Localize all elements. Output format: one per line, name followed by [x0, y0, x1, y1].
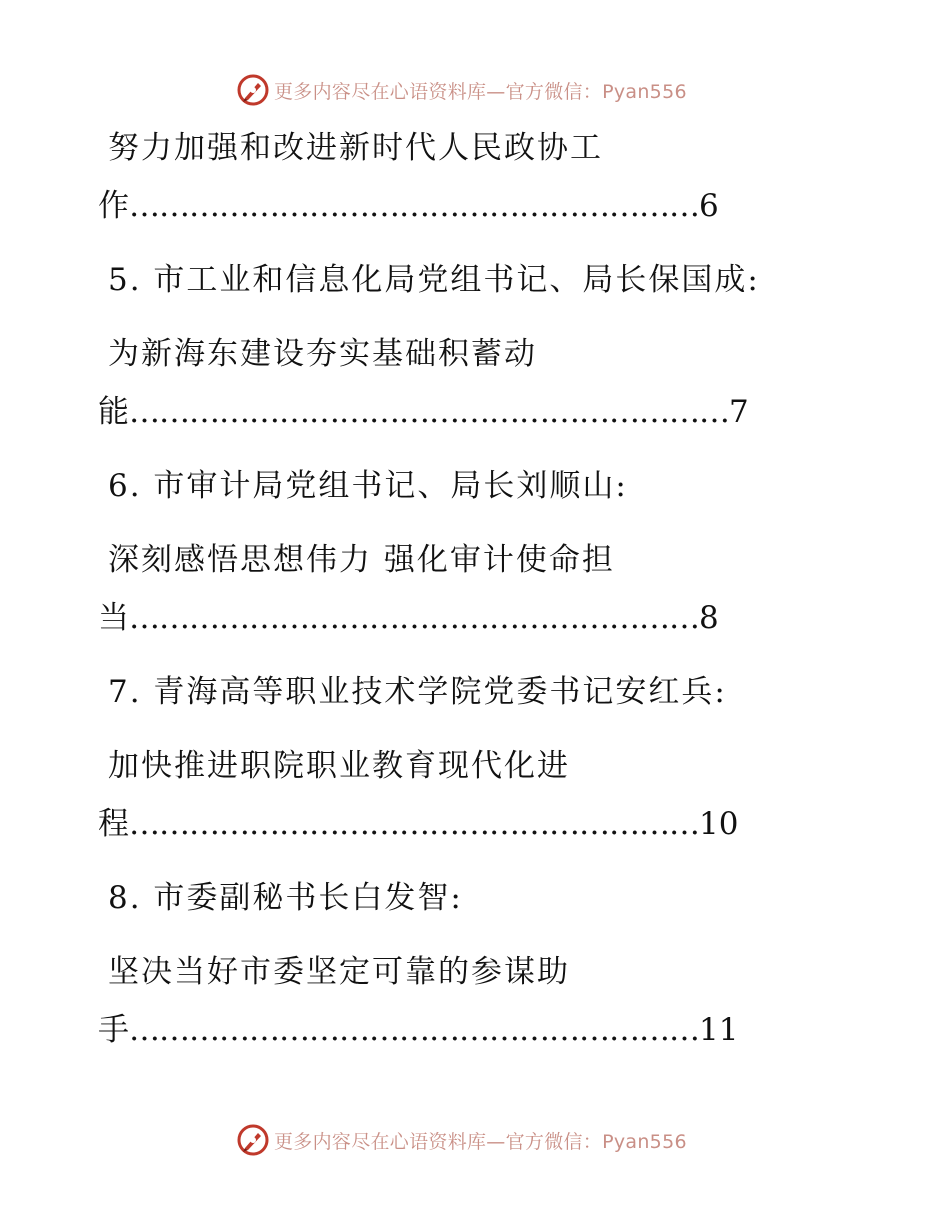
- toc-entry-8-leader[interactable]: [98, 1010, 738, 1050]
- toc-entry-6-dots: …………………………………………………: [129, 600, 699, 636]
- toc-entry-7-leader[interactable]: [98, 804, 738, 844]
- toc-entry-5-page: 7: [729, 394, 749, 430]
- toc-entry-5-title: 为新海东建设夯实基础积蓄动: [108, 336, 537, 372]
- watermark-text: 更多内容尽在心语资料库—官方微信：Pyan556: [274, 1130, 687, 1153]
- toc-entry-4-leader[interactable]: [98, 186, 719, 226]
- header-watermark: [236, 72, 687, 108]
- toc-entry-4-lead-char: 作: [98, 188, 129, 224]
- toc-entry-8-dots: …………………………………………………: [129, 1012, 699, 1048]
- toc-entry-6-heading: 6. 市审计局党组书记、局长刘顺山:: [108, 468, 628, 504]
- toc-entry-8-heading: 8. 市委副秘书长白发智:: [108, 880, 463, 916]
- pen-logo-icon: [236, 73, 270, 107]
- toc-entry-7-lead-char: 程: [98, 806, 129, 842]
- pen-logo-icon: [236, 1123, 270, 1157]
- footer-watermark: [236, 1122, 687, 1158]
- watermark-text: 更多内容尽在心语资料库—官方微信：Pyan556: [274, 80, 687, 103]
- toc-entry-7-heading: 7. 青海高等职业技术学院党委书记安红兵:: [108, 674, 727, 710]
- toc-entry-6-page: 8: [699, 600, 719, 636]
- toc-entry-7-dots: …………………………………………………: [129, 806, 699, 842]
- toc-entry-5-leader[interactable]: [98, 392, 749, 432]
- toc-entry-7-page: 10: [699, 806, 739, 842]
- toc-entry-5-dots: ……………………………………………………: [129, 394, 729, 430]
- toc-entry-4-title: 努力加强和改进新时代人民政协工: [108, 130, 603, 166]
- toc-entry-6-leader[interactable]: [98, 598, 719, 638]
- toc-entry-8-title: 坚决当好市委坚定可靠的参谋助: [108, 954, 570, 990]
- toc-entry-6-lead-char: 当: [98, 600, 129, 636]
- toc-entry-8-lead-char: 手: [98, 1012, 129, 1048]
- toc-entry-5-lead-char: 能: [98, 394, 129, 430]
- toc-entry-6-title: 深刻感悟思想伟力 强化审计使命担: [108, 542, 615, 578]
- toc-entry-8-page: 11: [699, 1012, 739, 1048]
- toc-entry-7-title: 加快推进职院职业教育现代化进: [108, 748, 570, 784]
- toc-entry-4-dots: …………………………………………………: [129, 188, 699, 224]
- toc-entry-5-heading: 5. 市工业和信息化局党组书记、局长保国成:: [108, 262, 760, 298]
- toc-entry-4-page: 6: [699, 188, 719, 224]
